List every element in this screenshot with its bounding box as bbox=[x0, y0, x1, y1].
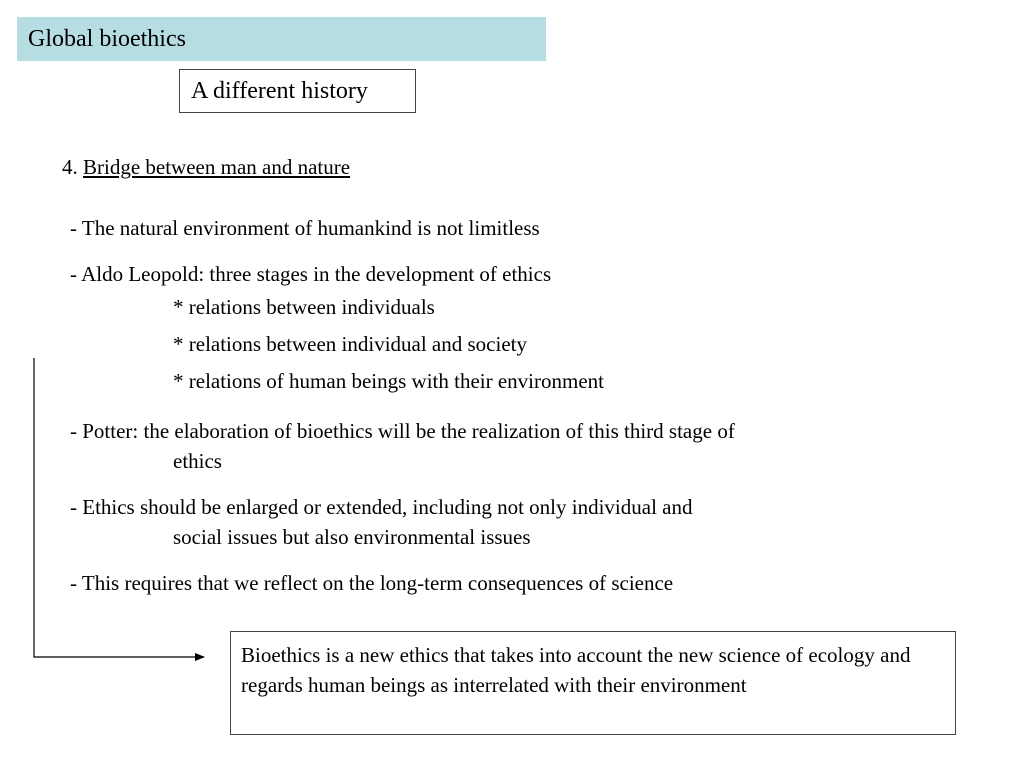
section-heading-text: Bridge between man and nature bbox=[83, 155, 351, 179]
sub-item: * relations of human beings with their environment bbox=[173, 369, 604, 393]
conclusion-box bbox=[230, 631, 956, 735]
connector-line bbox=[34, 358, 204, 657]
bullet-continuation: social issues but also environmental issues bbox=[173, 525, 531, 549]
slide-title: Global bioethics bbox=[28, 26, 186, 52]
sub-item: * relations between individual and society bbox=[173, 332, 527, 356]
sub-item: * relations between individuals bbox=[173, 295, 435, 319]
bullet-text: - Potter: the elaboration of bioethics will be the realization of this third stage of bbox=[70, 419, 735, 443]
bullet-text: - Ethics should be enlarged or extended, including not only individual and bbox=[70, 495, 693, 519]
slide-subtitle: A different history bbox=[191, 78, 368, 104]
bullet-text: - The natural environment of humankind is not limitless bbox=[70, 216, 540, 240]
section-number: 4. bbox=[62, 155, 78, 179]
bullet-continuation: ethics bbox=[173, 449, 222, 473]
bullet-text: - This requires that we reflect on the long-term consequences of science bbox=[70, 571, 674, 595]
bullet-text: - Aldo Leopold: three stages in the development of ethics bbox=[70, 262, 552, 286]
conclusion-text: Bioethics is a new ethics that takes into account the new science of ecology and regards human beings as interrelated with their environment bbox=[241, 643, 911, 697]
